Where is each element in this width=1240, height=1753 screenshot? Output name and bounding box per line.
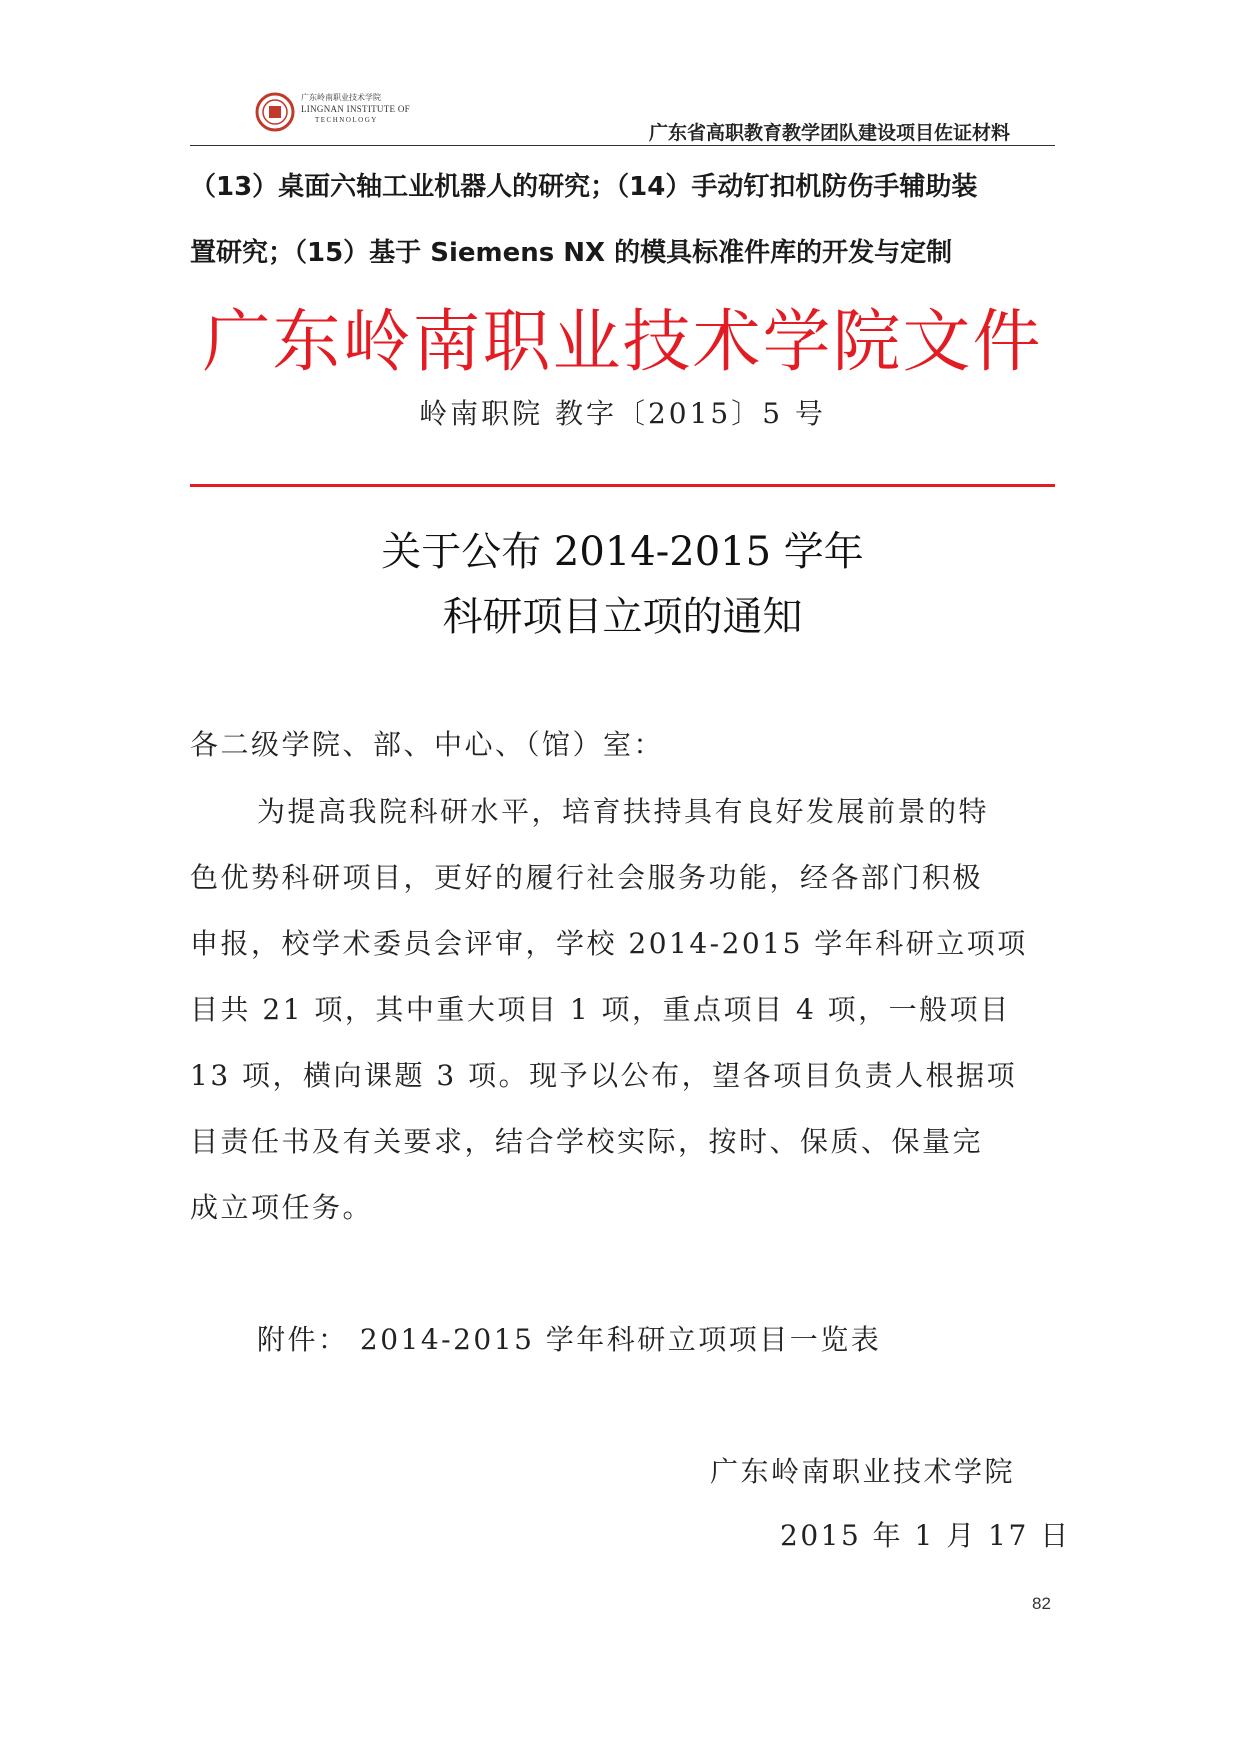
document-red-header: 广东岭南职业技术学院文件	[202, 303, 1043, 382]
notice-title-line-2: 科研项目立项的通知	[442, 594, 803, 640]
signature-date: 2015 年 1 月 17 日	[780, 1519, 1071, 1552]
attachment-note: 附件： 2014-2015 学年科研立项项目一览表	[257, 1323, 882, 1356]
body-line: 申报，校学术委员会评审，学校 2014-2015 学年科研立项项	[190, 927, 1028, 960]
continuation-line-1: （13）桌面六轴工业机器人的研究；（14）手动钉扣机防伤手辅助装	[190, 172, 978, 202]
body-line: 13 项，横向课题 3 项。现予以公布，望各项目负责人根据项	[190, 1059, 1018, 1092]
body-line: 为提高我院科研水平，培育扶持具有良好发展前景的特	[257, 795, 990, 828]
signature-organization: 广东岭南职业技术学院	[710, 1455, 1016, 1488]
header-title: 广东省高职教育教学团队建设项目佐证材料	[648, 122, 1010, 144]
body-line: 目责任书及有关要求，结合学校实际，按时、保质、保量完	[190, 1125, 984, 1158]
continuation-line-2: 置研究；（15）基于 Siemens NX 的模具标准件库的开发与定制	[190, 238, 953, 268]
logo-chinese-name: 广东岭南职业技术学院	[301, 93, 381, 102]
document-number: 岭南职院 教字〔2015〕5 号	[419, 397, 826, 430]
header-divider	[190, 145, 1055, 146]
institution-logo	[255, 88, 415, 138]
body-line: 成立项任务。	[190, 1191, 374, 1224]
page-number: 82	[1032, 1594, 1051, 1613]
salutation: 各二级学院、部、中心、（馆）室：	[190, 728, 665, 761]
body-line: 色优势科研项目，更好的履行社会服务功能，经各部门积极	[190, 861, 984, 894]
notice-title-line-1: 关于公布 2014-2015 学年	[381, 529, 864, 575]
logo-english-name-2: TECHNOLOGY	[315, 116, 378, 124]
seal-icon	[255, 92, 295, 132]
body-line: 目共 21 项，其中重大项目 1 项，重点项目 4 项，一般项目	[190, 993, 1011, 1026]
red-divider	[190, 484, 1055, 487]
logo-english-name: LINGNAN INSTITUTE OF	[301, 104, 410, 114]
